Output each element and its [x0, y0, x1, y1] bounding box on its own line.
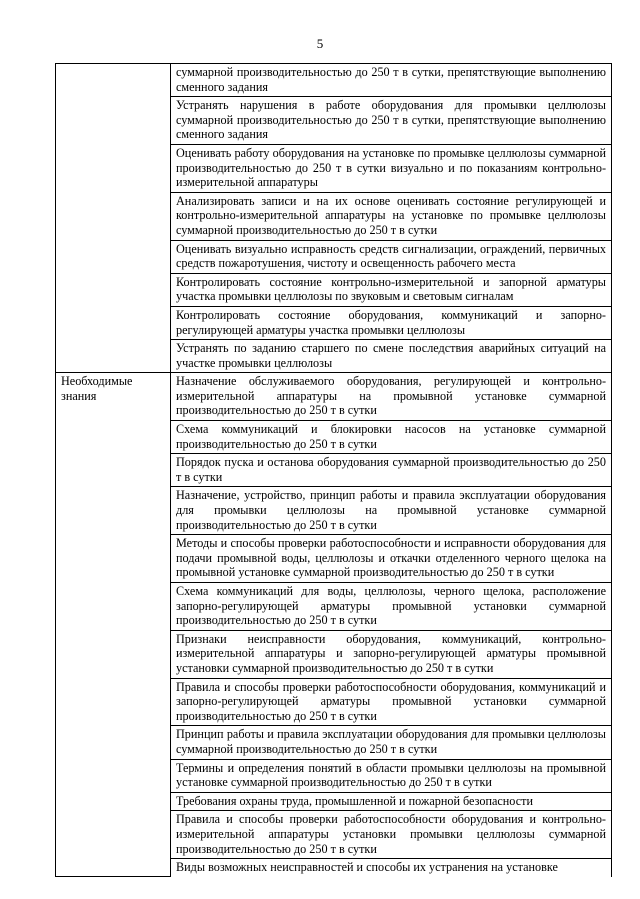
skill-cell: Контролировать состояние контрольно-измерительной и запорной арматуры участка промывки целлюлозы по звуковым и световым сигналам — [171, 273, 612, 306]
skill-cell: Анализировать записи и на их основе оценивать состояние регулирующей и контрольно-измерительной аппаратуры на установке по промывке целлюлозы суммарной производительностью до 250 т в сутки — [171, 192, 612, 240]
knowledge-cell: Схема коммуникаций и блокировки насосов на установке суммарной производительностью до 250 т в сутки — [171, 421, 612, 454]
knowledge-cell: Порядок пуска и останова оборудования суммарной производительностью до 250 т в сутки — [171, 454, 612, 487]
skill-cell: Устранять по заданию старшего по смене последствия аварийных ситуаций на участке промывки целлюлозы — [171, 340, 612, 373]
page-number: 5 — [316, 36, 324, 51]
knowledge-cell: Виды возможных неисправностей и способы их устранения на установке — [171, 859, 612, 877]
knowledge-cell: Правила и способы проверки работоспособности оборудования, коммуникаций и запорно-регулирующей арматуры промывной установки суммарной производительностью до 250 т в сутки — [171, 678, 612, 726]
knowledge-cell: Термины и определения понятий в области промывки целлюлозы на промывной установке суммарной производительностью до 250 т в сутки — [171, 759, 612, 792]
table-row — [56, 373, 612, 421]
skill-cell: Контролировать состояние оборудования, коммуникаций и запорно-регулирующей арматуры участка промывки целлюлозы — [171, 306, 612, 339]
knowledge-cell: Требования охраны труда, промышленной и пожарной безопасности — [171, 792, 612, 811]
knowledge-cell: Назначение обслуживаемого оборудования, регулирующей и контрольно-измерительной аппаратуры на промывной установке суммарной производительностью до 250 т в сутки — [171, 373, 612, 421]
requirements-table — [55, 63, 612, 877]
skill-cell: Оценивать визуально исправность средств сигнализации, ограждений, первичных средств пожаротушения, чистоту и освещенность рабочего места — [171, 240, 612, 273]
skill-cell: суммарной производительностью до 250 т в сутки, препятствующие выполнению сменного задания — [171, 64, 612, 97]
knowledge-label: Необходимые знания — [56, 373, 171, 877]
table-row — [56, 64, 612, 97]
knowledge-cell: Схема коммуникаций для воды, целлюлозы, черного щелока, расположение запорно-регулирующей арматуры промывной установки суммарной производительностью до 250 т в сутки — [171, 583, 612, 631]
knowledge-cell: Признаки неисправности оборудования, коммуникаций, контрольно-измерительной аппаратуры и запорно-регулирующей арматуры промывной установки суммарной производительностью до 250 т в сутки — [171, 630, 612, 678]
label-cell-empty — [56, 64, 171, 373]
knowledge-cell: Правила и способы проверки работоспособности оборудования и контрольно-измерительной аппаратуры установки промывки целлюлозы суммарной производительностью до 250 т в сутки — [171, 811, 612, 859]
knowledge-cell: Методы и способы проверки работоспособности и исправности оборудования для подачи промывной воды, целлюлозы и откачки отделенного черного щелока на промывной установке суммарной производительностью до 250 т в сутки — [171, 535, 612, 583]
skill-cell: Оценивать работу оборудования на установке по промывке целлюлозы суммарной производительностью до 250 т в сутки визуально и по показаниям контрольно-измерительной аппаратуры — [171, 144, 612, 192]
skill-cell: Устранять нарушения в работе оборудования для промывки целлюлозы суммарной производительностью до 250 т в сутки, препятствующие выполнению сменного задания — [171, 97, 612, 145]
knowledge-cell: Назначение, устройство, принцип работы и правила эксплуатации оборудования для промывки целлюлозы на промывной установке суммарной производительностью до 250 т в сутки — [171, 487, 612, 535]
knowledge-cell: Принцип работы и правила эксплуатации оборудования для промывки целлюлозы суммарной производительностью до 250 т в сутки — [171, 726, 612, 759]
